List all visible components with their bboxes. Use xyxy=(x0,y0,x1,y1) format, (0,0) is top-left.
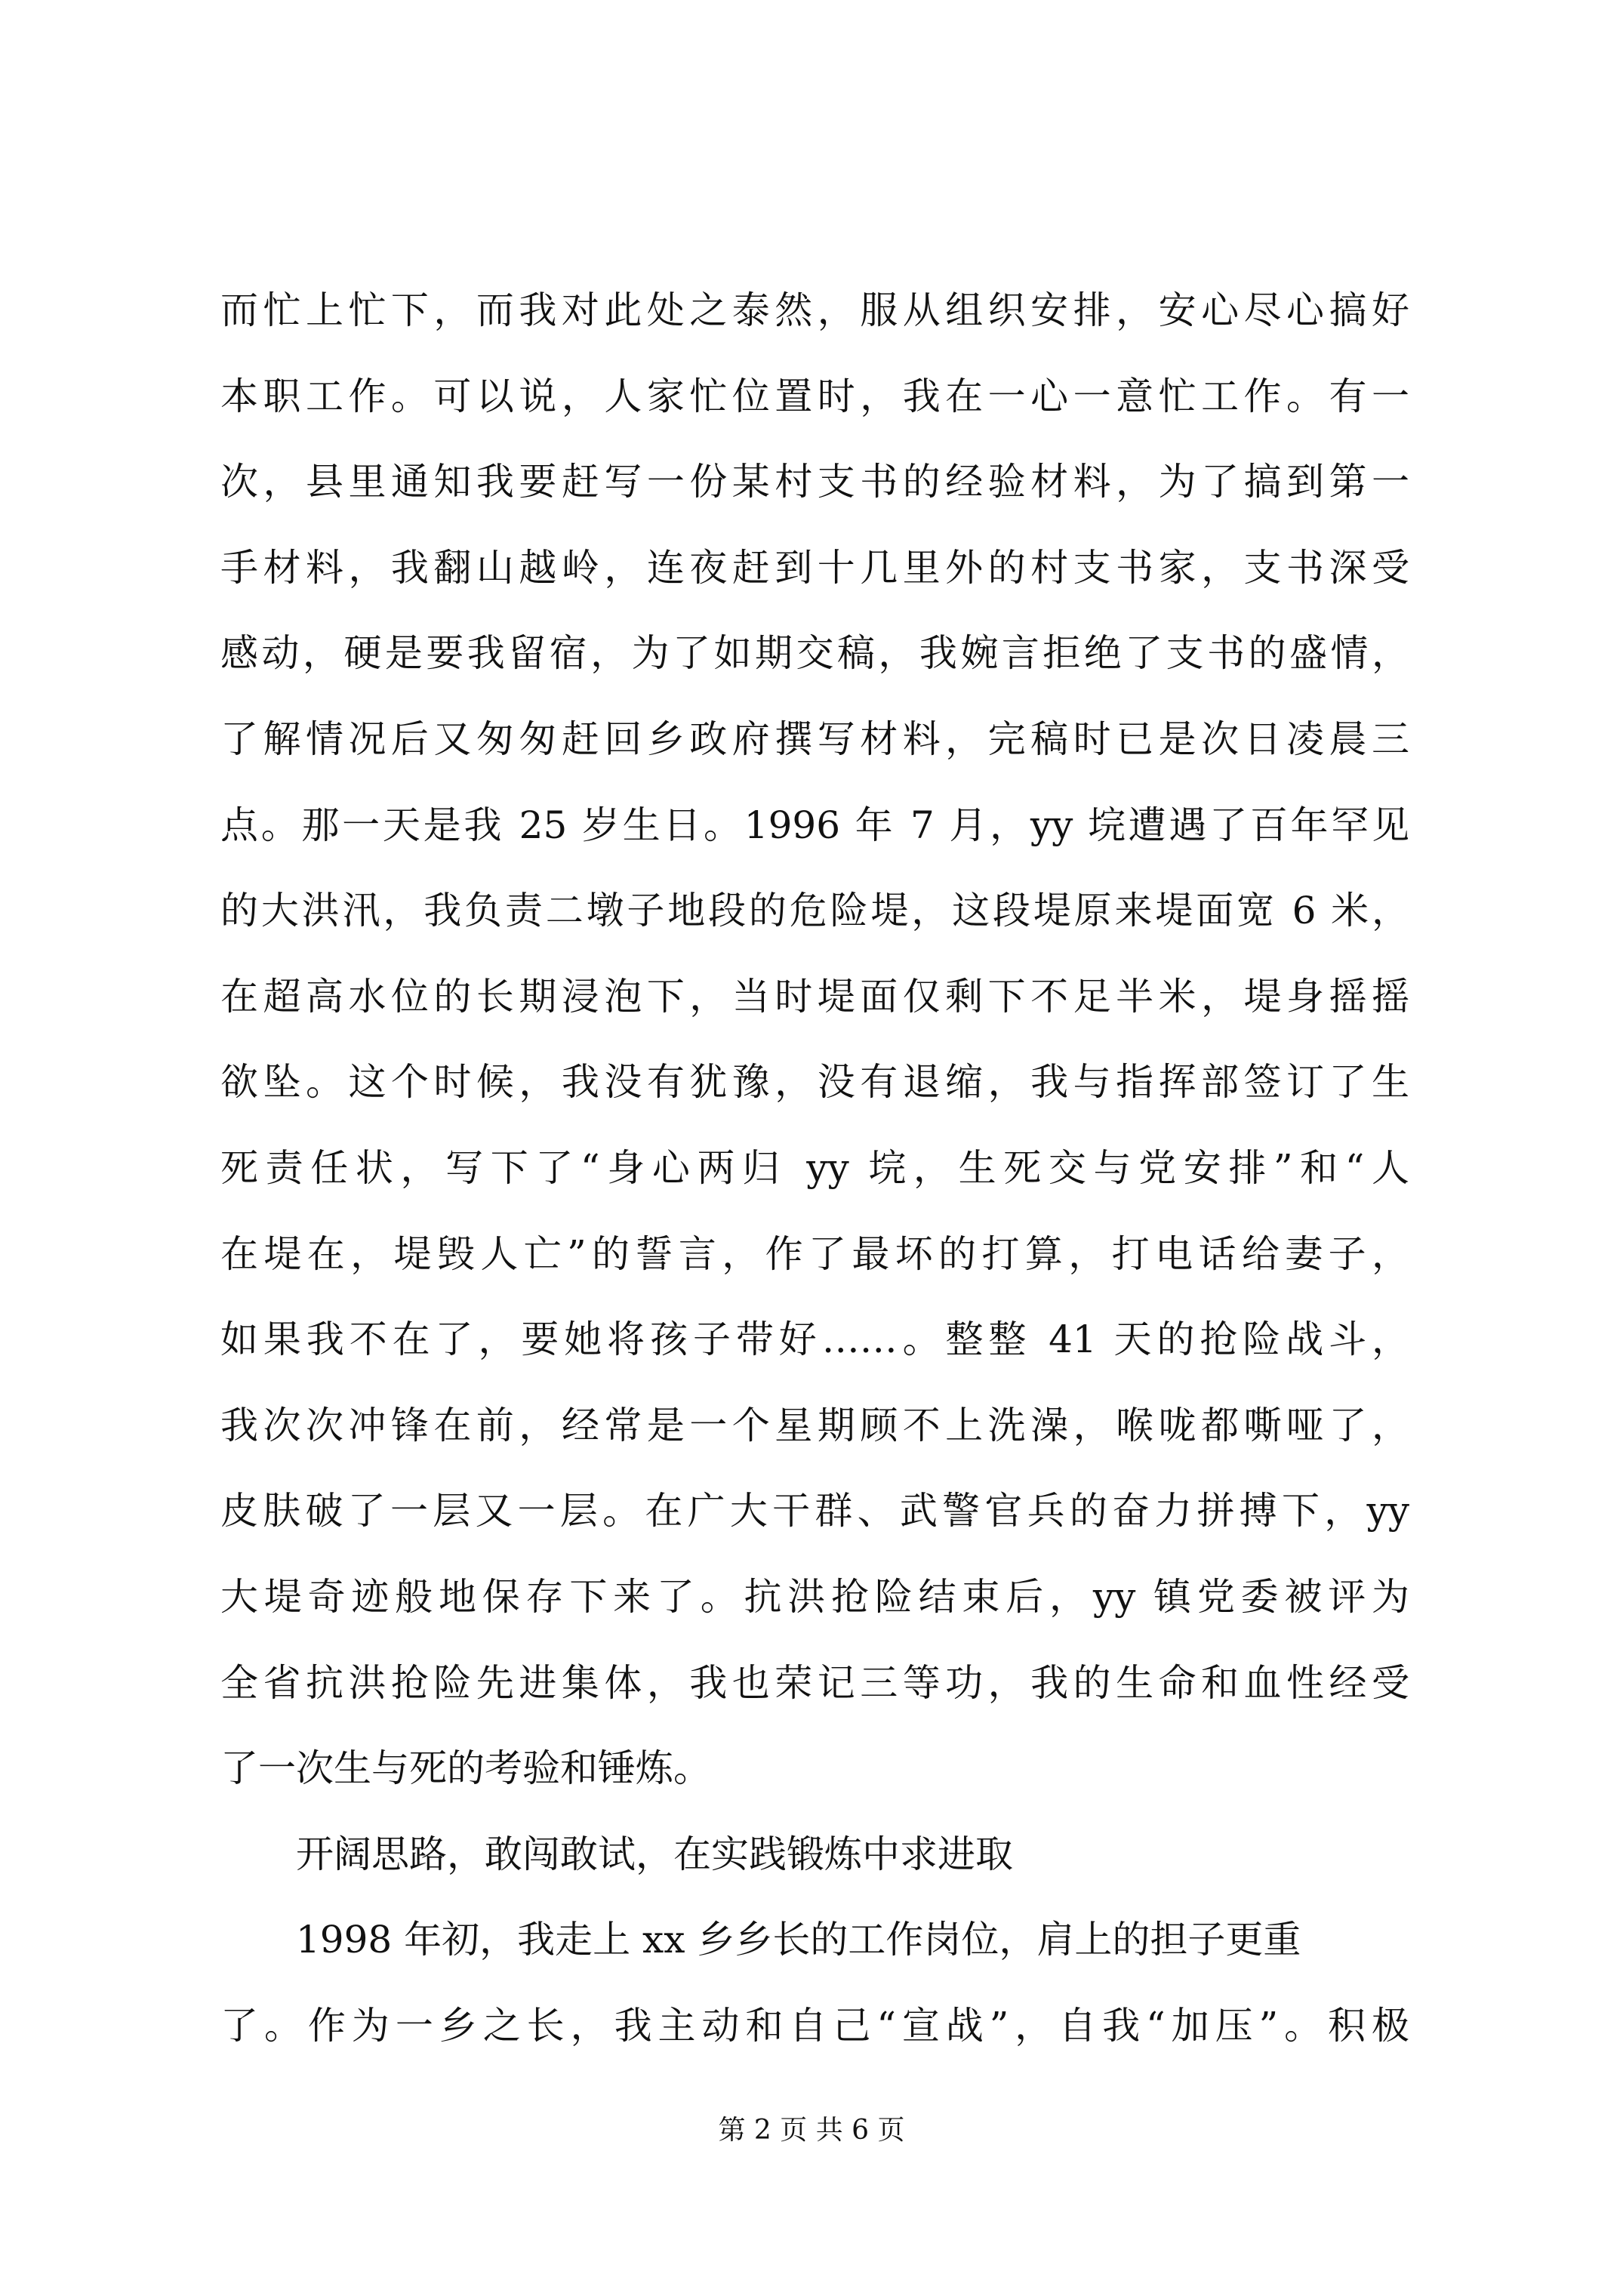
text-line: 的大洪汛，我负责二墩子地段的危险堤，这段堤原来堤面宽 6 米， xyxy=(220,889,1409,933)
text-line: 次，县里通知我要赶写一份某村支书的经验材料，为了搞到第一 xyxy=(220,460,1409,504)
text-line: 我次次冲锋在前，经常是一个星期顾不上洗澡，喉咙都嘶哑了， xyxy=(220,1403,1409,1447)
text-line: 手材料，我翻山越岭，连夜赶到十几里外的村支书家，支书深受 xyxy=(220,545,1409,590)
document-body xyxy=(220,268,1409,2069)
text-line: 在堤在，堤毁人亡”的誓言，作了最坏的打算，打电话给妻子， xyxy=(220,1231,1409,1276)
text-line: 而忙上忙下，而我对此处之泰然，服从组织安排，安心尽心搞好 xyxy=(220,288,1409,332)
text-line: 了解情况后又匆匆赶回乡政府撰写材料，完稿时已是次日凌晨三 xyxy=(220,717,1409,761)
text-line: 了。作为一乡之长，我主动和自己“宣战”，自我“加压”。积极 xyxy=(220,2003,1409,2048)
text-line: 死责任状，写下了“身心两归 yy 垸，生死交与党安排”和“人 xyxy=(220,1145,1409,1190)
text-line: 本职工作。可以说，人家忙位置时，我在一心一意忙工作。有一 xyxy=(220,374,1409,418)
text-line: 皮肤破了一层又一层。在广大干群、武警官兵的奋力拼搏下，yy xyxy=(220,1489,1409,1533)
paragraph-first-line: 1998 年初，我走上 xx 乡乡长的工作岗位，肩上的担子更重 xyxy=(296,1918,1301,1962)
text-line: 如果我不在了，要她将孩子带好……。整整 41 天的抢险战斗， xyxy=(220,1318,1409,1362)
text-line: 感动，硬是要我留宿，为了如期交稿，我婉言拒绝了支书的盛情， xyxy=(220,631,1409,676)
text-line: 在超高水位的长期浸泡下，当时堤面仅剩下不足半米，堤身摇摇 xyxy=(220,974,1409,1019)
page-number-footer: 第 2 页 共 6 页 xyxy=(718,2115,905,2146)
paragraph-end-line: 了一次生与死的考验和锤炼。 xyxy=(220,1746,711,1791)
section-heading: 开阔思路，敢闯敢试，在实践锻炼中求进取 xyxy=(296,1832,1013,1876)
text-line: 全省抗洪抢险先进集体，我也荣记三等功，我的生命和血性经受 xyxy=(220,1660,1409,1705)
text-line: 大堤奇迹般地保存下来了。抗洪抢险结束后，yy 镇党委被评为 xyxy=(220,1574,1409,1619)
text-line: 欲坠。这个时候，我没有犹豫，没有退缩，我与指挥部签订了生 xyxy=(220,1060,1409,1105)
text-line: 点。那一天是我 25 岁生日。1996 年 7 月，yy 垸遭遇了百年罕见 xyxy=(220,803,1409,847)
